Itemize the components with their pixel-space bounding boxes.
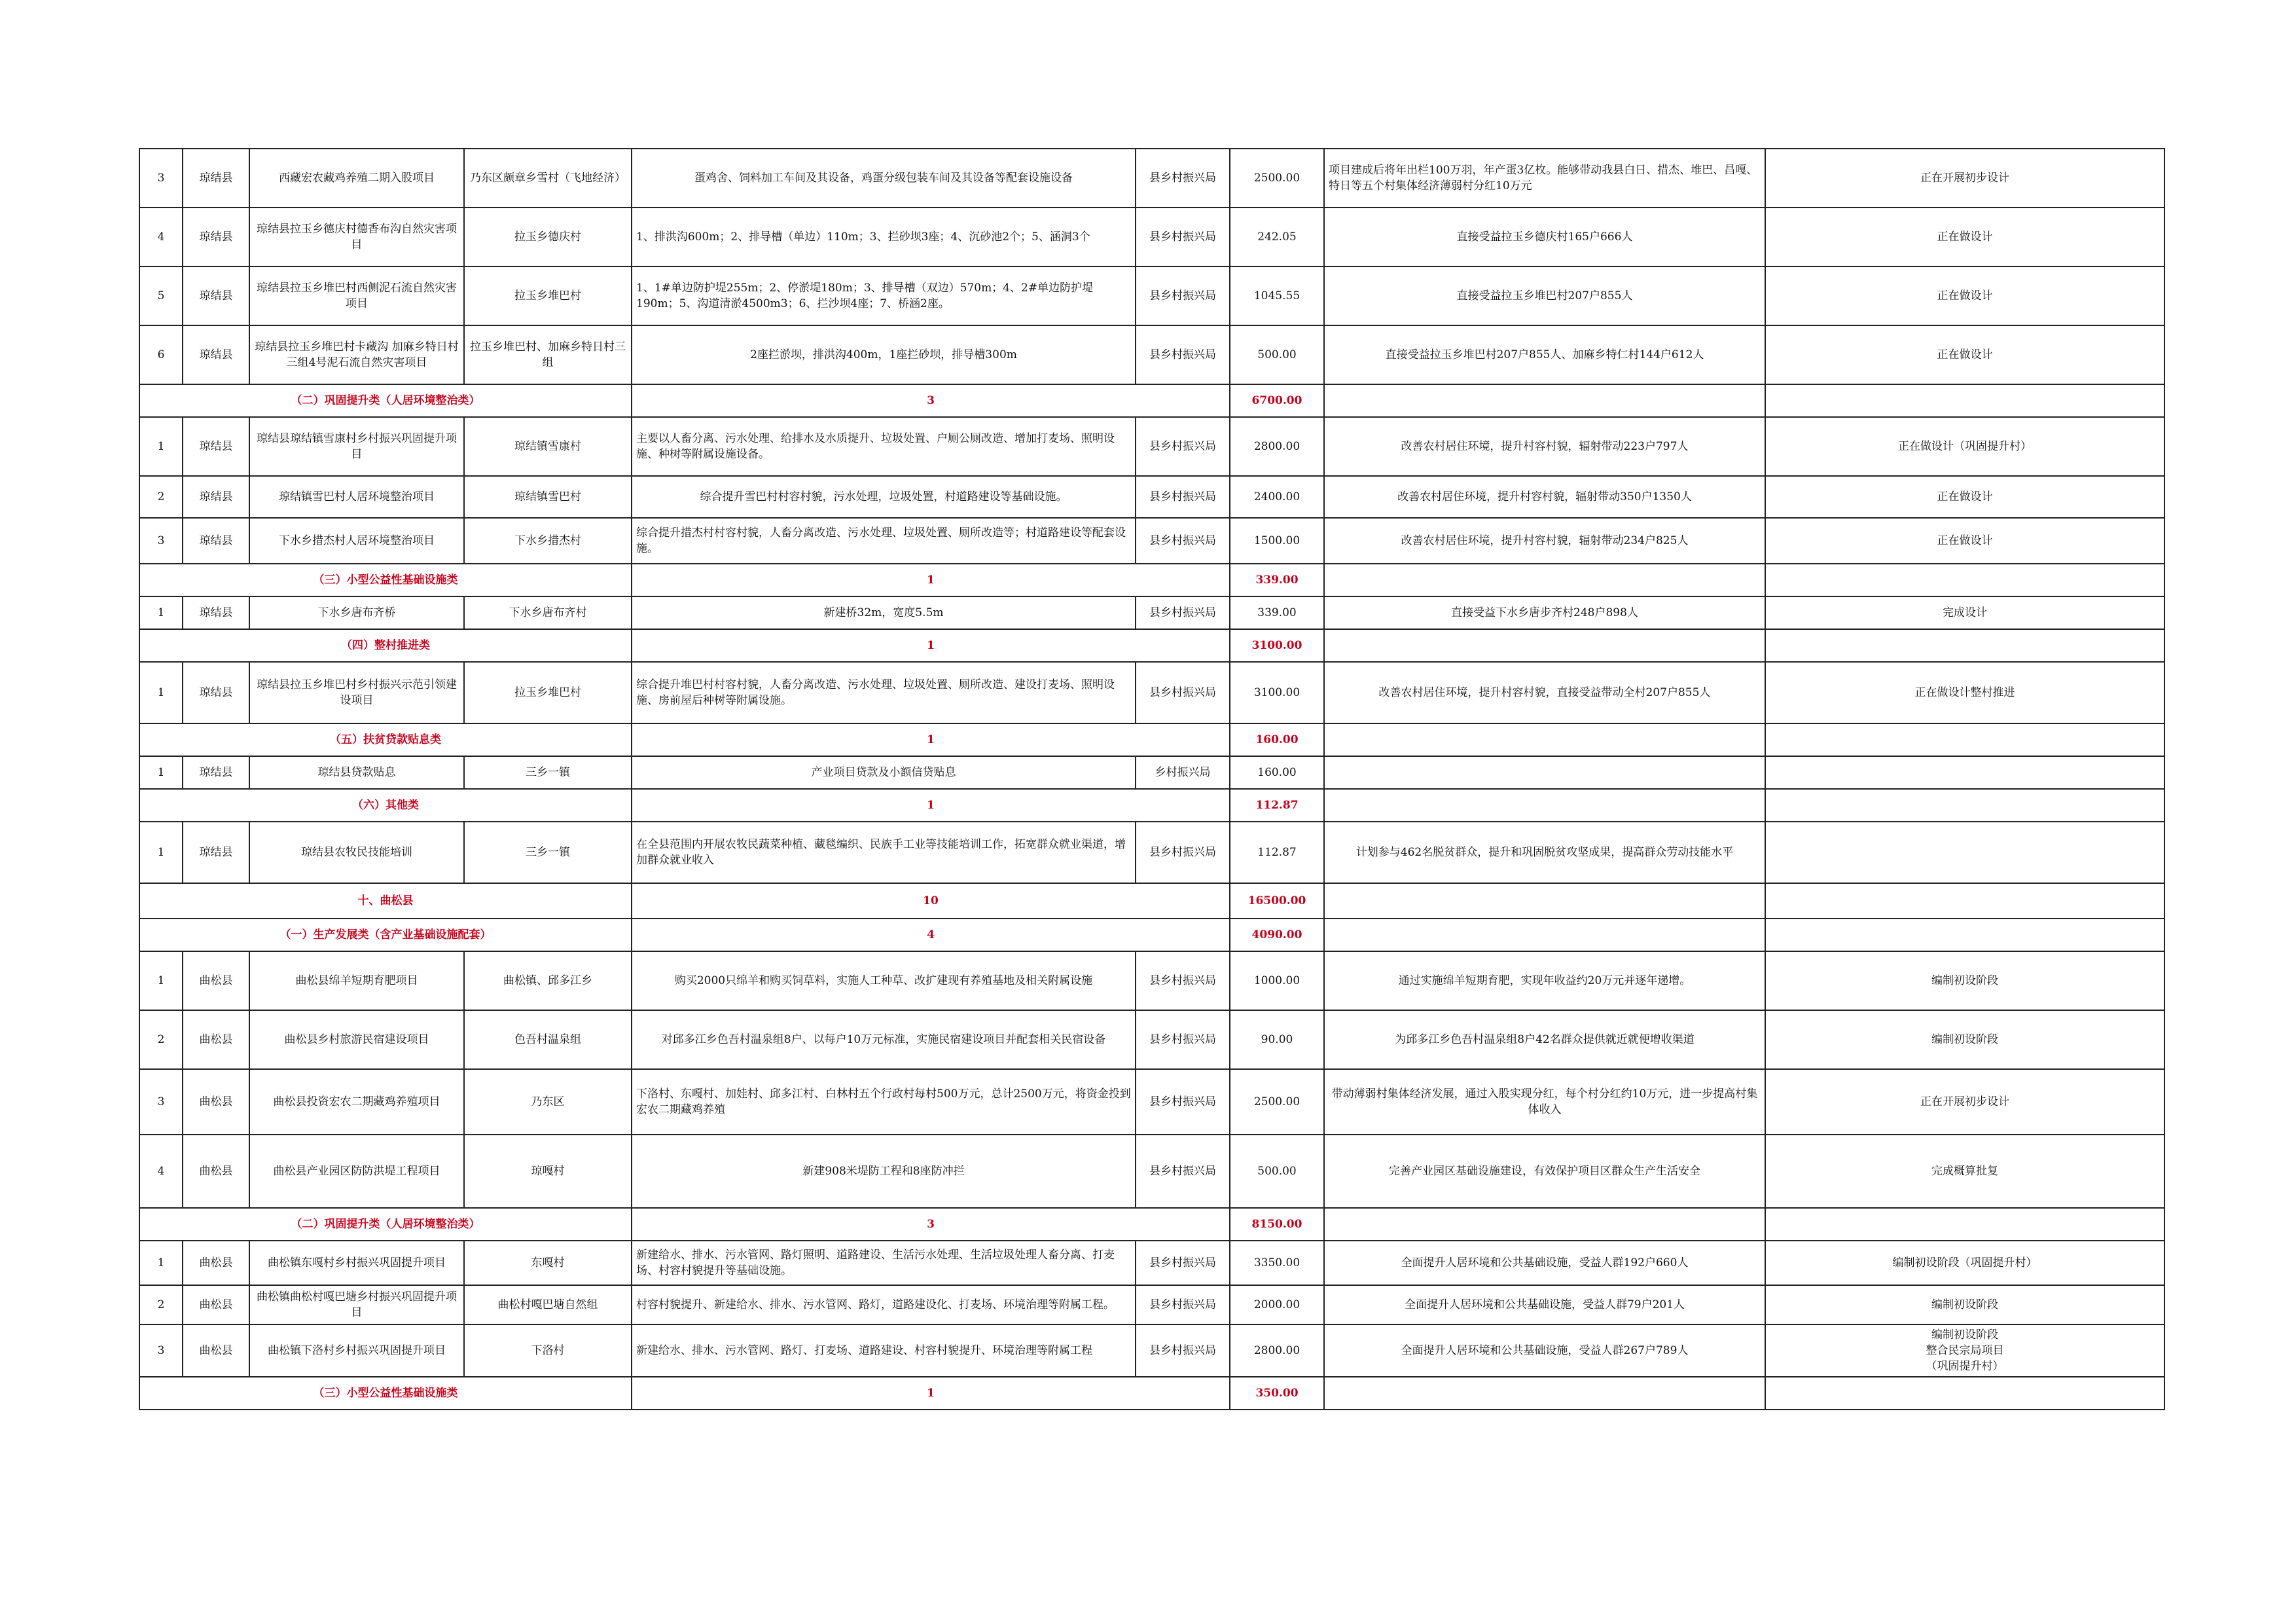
- section-benefit-cell: [1324, 629, 1765, 662]
- section-status-cell: [1765, 789, 2164, 822]
- section-count-cell: 10: [632, 883, 1230, 919]
- status-cell: 正在做设计整村推进: [1765, 662, 2164, 723]
- section-row: [139, 883, 2164, 919]
- department-cell: 县乡村振兴局: [1136, 1069, 1230, 1135]
- project-name-cell: 琼结县拉玉乡德庆村德香布沟自然灾害项目: [249, 208, 464, 266]
- location-cell: 三乡一镇: [464, 822, 632, 883]
- benefit-cell: 改善农村居住环境，提升村容村貌，辐射带动223户797人: [1324, 417, 1765, 476]
- row-number-cell: 1: [139, 756, 183, 789]
- county-cell: 琼结县: [183, 662, 249, 723]
- benefit-cell: 全面提升人居环境和公共基础设施，受益人群267户789人: [1324, 1324, 1765, 1377]
- section-amount-cell: 8150.00: [1230, 1208, 1324, 1241]
- row-number-cell: 5: [139, 266, 183, 325]
- status-cell: 正在做设计: [1765, 325, 2164, 384]
- row-number-cell: 2: [139, 1010, 183, 1069]
- county-cell: 琼结县: [183, 325, 249, 384]
- amount-cell: 2400.00: [1230, 476, 1324, 518]
- project-name-cell: 琼结县拉玉乡堆巴村卡藏沟 加麻乡特日村三组4号泥石流自然灾害项目: [249, 325, 464, 384]
- project-name-cell: 曲松镇曲松村嘎巴塘乡村振兴巩固提升项目: [249, 1285, 464, 1324]
- section-status-cell: [1765, 564, 2164, 596]
- table-row: [139, 518, 2164, 564]
- amount-cell: 339.00: [1230, 596, 1324, 629]
- benefit-cell: 全面提升人居环境和公共基础设施，受益人群79户201人: [1324, 1285, 1765, 1324]
- table-row: [139, 266, 2164, 325]
- section-count-cell: 1: [632, 789, 1230, 822]
- construction-content-cell: 综合提升措杰村村容村貌，人畜分离改造、污水处理、垃圾处置、厕所改造等；村道路建设等配套设施。: [632, 518, 1136, 564]
- project-name-cell: 琼结县拉玉乡堆巴村乡村振兴示范引领建设项目: [249, 662, 464, 723]
- row-number-cell: 3: [139, 149, 183, 208]
- construction-content-cell: 综合提升雪巴村村容村貌，污水处理，垃圾处置，村道路建设等基础设施。: [632, 476, 1136, 518]
- section-amount-cell: 160.00: [1230, 723, 1324, 756]
- amount-cell: 2500.00: [1230, 149, 1324, 208]
- amount-cell: 160.00: [1230, 756, 1324, 789]
- project-name-cell: 西藏宏农藏鸡养殖二期入股项目: [249, 149, 464, 208]
- location-cell: 乃东区: [464, 1069, 632, 1135]
- section-title-cell: （二）巩固提升类（人居环境整治类）: [139, 384, 632, 417]
- construction-content-cell: 对邱多江乡色吾村温泉组8户、以每户10万元标准，实施民宿建设项目并配套相关民宿设备: [632, 1010, 1136, 1069]
- section-title-cell: 十、曲松县: [139, 883, 632, 919]
- row-number-cell: 3: [139, 518, 183, 564]
- status-cell: 编制初设阶段: [1765, 1010, 2164, 1069]
- status-cell: 正在做设计: [1765, 266, 2164, 325]
- status-cell: 正在做设计（巩固提升村）: [1765, 417, 2164, 476]
- section-benefit-cell: [1324, 1377, 1765, 1410]
- status-cell: 正在开展初步设计: [1765, 1069, 2164, 1135]
- department-cell: 县乡村振兴局: [1136, 1135, 1230, 1208]
- section-status-cell: [1765, 1208, 2164, 1241]
- county-cell: 曲松县: [183, 1069, 249, 1135]
- county-cell: 琼结县: [183, 822, 249, 883]
- construction-content-cell: 新建桥32m，宽度5.5m: [632, 596, 1136, 629]
- status-cell: 完成概算批复: [1765, 1135, 2164, 1208]
- department-cell: 县乡村振兴局: [1136, 325, 1230, 384]
- project-name-cell: 琼结县农牧民技能培训: [249, 822, 464, 883]
- section-status-cell: [1765, 723, 2164, 756]
- project-name-cell: 曲松县乡村旅游民宿建设项目: [249, 1010, 464, 1069]
- amount-cell: 112.87: [1230, 822, 1324, 883]
- department-cell: 县乡村振兴局: [1136, 662, 1230, 723]
- section-count-cell: 1: [632, 629, 1230, 662]
- project-name-cell: 曲松县绵羊短期育肥项目: [249, 951, 464, 1010]
- row-number-cell: 1: [139, 596, 183, 629]
- construction-content-cell: 在全县范围内开展农牧民蔬菜种植、藏毯编织、民族手工业等技能培训工作，拓宽群众就业渠道，增加群众就业收入: [632, 822, 1136, 883]
- row-number-cell: 2: [139, 476, 183, 518]
- row-number-cell: 4: [139, 208, 183, 266]
- section-amount-cell: 339.00: [1230, 564, 1324, 596]
- section-count-cell: 1: [632, 1377, 1230, 1410]
- county-cell: 曲松县: [183, 1010, 249, 1069]
- construction-content-cell: 1、排洪沟600m；2、排导槽（单边）110m；3、拦砂坝3座；4、沉砂池2个；5、涵洞3个: [632, 208, 1136, 266]
- section-row: [139, 723, 2164, 756]
- county-cell: 琼结县: [183, 266, 249, 325]
- row-number-cell: 1: [139, 951, 183, 1010]
- county-cell: 琼结县: [183, 476, 249, 518]
- section-title-cell: （二）巩固提升类（人居环境整治类）: [139, 1208, 632, 1241]
- construction-content-cell: 蛋鸡舍、饲料加工车间及其设备，鸡蛋分级包装车间及其设备等配套设施设备: [632, 149, 1136, 208]
- department-cell: 县乡村振兴局: [1136, 1010, 1230, 1069]
- county-cell: 曲松县: [183, 1135, 249, 1208]
- section-count-cell: 3: [632, 384, 1230, 417]
- benefit-cell: 直接受益拉玉乡德庆村165户666人: [1324, 208, 1765, 266]
- amount-cell: 2800.00: [1230, 1324, 1324, 1377]
- section-amount-cell: 350.00: [1230, 1377, 1324, 1410]
- row-number-cell: 1: [139, 822, 183, 883]
- section-amount-cell: 4090.00: [1230, 919, 1324, 951]
- department-cell: 县乡村振兴局: [1136, 951, 1230, 1010]
- benefit-cell: 项目建成后将年出栏100万羽，年产蛋3亿枚。能够带动我县白日、措杰、堆巴、昌嘎、特日等五个村集体经济薄弱村分红10万元: [1324, 149, 1765, 208]
- benefit-cell: 计划参与462名脱贫群众，提升和巩固脱贫攻坚成果，提高群众劳动技能水平: [1324, 822, 1765, 883]
- table-row: [139, 951, 2164, 1010]
- department-cell: 县乡村振兴局: [1136, 518, 1230, 564]
- amount-cell: 3350.00: [1230, 1241, 1324, 1285]
- benefit-cell: 通过实施绵羊短期育肥，实现年收益约20万元并逐年递增。: [1324, 951, 1765, 1010]
- section-row: [139, 919, 2164, 951]
- row-number-cell: 3: [139, 1324, 183, 1377]
- amount-cell: 1000.00: [1230, 951, 1324, 1010]
- row-number-cell: 6: [139, 325, 183, 384]
- construction-content-cell: 下洛村、东嘎村、加娃村、邱多江村、白林村五个行政村每村500万元，总计2500万元，将资金投到宏农二期藏鸡养殖: [632, 1069, 1136, 1135]
- section-benefit-cell: [1324, 789, 1765, 822]
- status-cell: 正在做设计: [1765, 476, 2164, 518]
- benefit-cell: 改善农村居住环境，提升村容村貌，辐射带动350户1350人: [1324, 476, 1765, 518]
- status-cell: 正在做设计: [1765, 518, 2164, 564]
- table-row: [139, 596, 2164, 629]
- benefit-cell: 直接受益拉玉乡堆巴村207户855人: [1324, 266, 1765, 325]
- section-title-cell: （一）生产发展类（含产业基础设施配套）: [139, 919, 632, 951]
- table-row: [139, 756, 2164, 789]
- row-number-cell: 1: [139, 417, 183, 476]
- section-row: [139, 1208, 2164, 1241]
- amount-cell: 90.00: [1230, 1010, 1324, 1069]
- construction-content-cell: 新建908米堤防工程和8座防冲拦: [632, 1135, 1136, 1208]
- location-cell: 曲松镇、邱多江乡: [464, 951, 632, 1010]
- county-cell: 琼结县: [183, 417, 249, 476]
- section-title-cell: （五）扶贫贷款贴息类: [139, 723, 632, 756]
- amount-cell: 3100.00: [1230, 662, 1324, 723]
- location-cell: 拉玉乡堆巴村: [464, 662, 632, 723]
- location-cell: 乃东区颇章乡雪村（飞地经济）: [464, 149, 632, 208]
- county-cell: 曲松县: [183, 951, 249, 1010]
- department-cell: 县乡村振兴局: [1136, 266, 1230, 325]
- section-amount-cell: 16500.00: [1230, 883, 1324, 919]
- construction-content-cell: 产业项目贷款及小额信贷贴息: [632, 756, 1136, 789]
- amount-cell: 2500.00: [1230, 1069, 1324, 1135]
- section-row: [139, 629, 2164, 662]
- benefit-cell: 带动薄弱村集体经济发展，通过入股实现分红，每个村分红约10万元，进一步提高村集体收入: [1324, 1069, 1765, 1135]
- county-cell: 琼结县: [183, 518, 249, 564]
- status-cell: 正在开展初步设计: [1765, 149, 2164, 208]
- project-name-cell: 琼结县琼结镇雪康村乡村振兴巩固提升项目: [249, 417, 464, 476]
- benefit-cell: 改善农村居住环境，提升村容村貌，辐射带动234户825人: [1324, 518, 1765, 564]
- location-cell: 曲松村嘎巴塘自然组: [464, 1285, 632, 1324]
- construction-content-cell: 新建给水、排水、污水管网、路灯照明、道路建设、生活污水处理、生活垃圾处理人畜分离、打麦场、村容村貌提升等基础设施。: [632, 1241, 1136, 1285]
- county-cell: 曲松县: [183, 1324, 249, 1377]
- row-number-cell: 3: [139, 1069, 183, 1135]
- county-cell: 琼结县: [183, 149, 249, 208]
- section-status-cell: [1765, 629, 2164, 662]
- section-title-cell: （三）小型公益性基础设施类: [139, 564, 632, 596]
- benefit-cell: [1324, 756, 1765, 789]
- department-cell: 乡村振兴局: [1136, 756, 1230, 789]
- location-cell: 拉玉乡堆巴村、加麻乡特日村三组: [464, 325, 632, 384]
- section-count-cell: 1: [632, 723, 1230, 756]
- status-cell: [1765, 822, 2164, 883]
- construction-content-cell: 购买2000只绵羊和购买饲草料，实施人工种草、改扩建现有养殖基地及相关附属设施: [632, 951, 1136, 1010]
- project-table-sheet: [139, 148, 2164, 1410]
- section-count-cell: 4: [632, 919, 1230, 951]
- location-cell: 琼结镇雪康村: [464, 417, 632, 476]
- location-cell: 下水乡唐布齐村: [464, 596, 632, 629]
- project-name-cell: 琼结县贷款贴息: [249, 756, 464, 789]
- table-row: [139, 417, 2164, 476]
- county-cell: 曲松县: [183, 1285, 249, 1324]
- benefit-cell: 改善农村居住环境，提升村容村貌，直接受益带动全村207户855人: [1324, 662, 1765, 723]
- project-name-cell: 琼结镇雪巴村人居环境整治项目: [249, 476, 464, 518]
- benefit-cell: 直接受益拉玉乡堆巴村207户855人、加麻乡特仁村144户612人: [1324, 325, 1765, 384]
- project-name-cell: 曲松县产业园区防防洪堤工程项目: [249, 1135, 464, 1208]
- amount-cell: 500.00: [1230, 1135, 1324, 1208]
- row-number-cell: 4: [139, 1135, 183, 1208]
- amount-cell: 242.05: [1230, 208, 1324, 266]
- section-amount-cell: 112.87: [1230, 789, 1324, 822]
- amount-cell: 1045.55: [1230, 266, 1324, 325]
- section-row: [139, 564, 2164, 596]
- location-cell: 琼嘎村: [464, 1135, 632, 1208]
- table-row: [139, 1324, 2164, 1377]
- status-cell: 完成设计: [1765, 596, 2164, 629]
- department-cell: 县乡村振兴局: [1136, 476, 1230, 518]
- amount-cell: 500.00: [1230, 325, 1324, 384]
- benefit-cell: 直接受益下水乡唐步齐村248户898人: [1324, 596, 1765, 629]
- county-cell: 琼结县: [183, 596, 249, 629]
- table-row: [139, 325, 2164, 384]
- benefit-cell: 完善产业园区基础设施建设，有效保护项目区群众生产生活安全: [1324, 1135, 1765, 1208]
- department-cell: 县乡村振兴局: [1136, 596, 1230, 629]
- status-cell: 编制初设阶段 整合民宗局项目 （巩固提升村）: [1765, 1324, 2164, 1377]
- section-benefit-cell: [1324, 723, 1765, 756]
- location-cell: 三乡一镇: [464, 756, 632, 789]
- amount-cell: 2800.00: [1230, 417, 1324, 476]
- project-name-cell: 曲松镇下洛村乡村振兴巩固提升项目: [249, 1324, 464, 1377]
- section-count-cell: 1: [632, 564, 1230, 596]
- project-name-cell: 曲松镇东嘎村乡村振兴巩固提升项目: [249, 1241, 464, 1285]
- construction-content-cell: 主要以人畜分离、污水处理、给排水及水质提升、垃圾处置、户厕公厕改造、增加打麦场、照明设施、种树等附属设施设备。: [632, 417, 1136, 476]
- county-cell: 曲松县: [183, 1241, 249, 1285]
- section-row: [139, 384, 2164, 417]
- location-cell: 拉玉乡堆巴村: [464, 266, 632, 325]
- department-cell: 县乡村振兴局: [1136, 208, 1230, 266]
- section-status-cell: [1765, 1377, 2164, 1410]
- table-row: [139, 662, 2164, 723]
- department-cell: 县乡村振兴局: [1136, 149, 1230, 208]
- county-cell: 琼结县: [183, 208, 249, 266]
- construction-content-cell: 1、1#单边防护堤255m；2、停淤堤180m；3、排导槽（双边）570m；4、2#单边防护堤190m；5、沟道清淤4500m3；6、拦沙坝4座；7、桥涵2座。: [632, 266, 1136, 325]
- status-cell: [1765, 756, 2164, 789]
- department-cell: 县乡村振兴局: [1136, 1241, 1230, 1285]
- section-count-cell: 3: [632, 1208, 1230, 1241]
- project-name-cell: 琼结县拉玉乡堆巴村西侧泥石流自然灾害项目: [249, 266, 464, 325]
- benefit-cell: 全面提升人居环境和公共基础设施，受益人群192户660人: [1324, 1241, 1765, 1285]
- table-row: [139, 476, 2164, 518]
- department-cell: 县乡村振兴局: [1136, 1324, 1230, 1377]
- construction-content-cell: 新建给水、排水、污水管网、路灯、打麦场、道路建设、村容村貌提升、环境治理等附属工程: [632, 1324, 1136, 1377]
- table-row: [139, 822, 2164, 883]
- section-status-cell: [1765, 883, 2164, 919]
- section-status-cell: [1765, 384, 2164, 417]
- section-benefit-cell: [1324, 564, 1765, 596]
- section-amount-cell: 6700.00: [1230, 384, 1324, 417]
- project-name-cell: 曲松县投资宏农二期藏鸡养殖项目: [249, 1069, 464, 1135]
- project-name-cell: 下水乡唐布齐桥: [249, 596, 464, 629]
- status-cell: 编制初设阶段: [1765, 951, 2164, 1010]
- table-row: [139, 1135, 2164, 1208]
- table-row: [139, 149, 2164, 208]
- construction-content-cell: 2座拦淤坝，排洪沟400m，1座拦砂坝，排导槽300m: [632, 325, 1136, 384]
- table-row: [139, 1241, 2164, 1285]
- project-table: [139, 148, 2165, 1410]
- table-row: [139, 1010, 2164, 1069]
- location-cell: 色吾村温泉组: [464, 1010, 632, 1069]
- section-status-cell: [1765, 919, 2164, 951]
- department-cell: 县乡村振兴局: [1136, 417, 1230, 476]
- amount-cell: 2000.00: [1230, 1285, 1324, 1324]
- location-cell: 下洛村: [464, 1324, 632, 1377]
- section-benefit-cell: [1324, 919, 1765, 951]
- row-number-cell: 1: [139, 662, 183, 723]
- status-cell: 编制初设阶段: [1765, 1285, 2164, 1324]
- status-cell: 正在做设计: [1765, 208, 2164, 266]
- location-cell: 东嘎村: [464, 1241, 632, 1285]
- row-number-cell: 1: [139, 1241, 183, 1285]
- location-cell: 琼结镇雪巴村: [464, 476, 632, 518]
- section-row: [139, 1377, 2164, 1410]
- project-name-cell: 下水乡措杰村人居环境整治项目: [249, 518, 464, 564]
- construction-content-cell: 村容村貌提升、新建给水、排水、污水管网、路灯，道路建设化、打麦场、环境治理等附属工程。: [632, 1285, 1136, 1324]
- section-title-cell: （三）小型公益性基础设施类: [139, 1377, 632, 1410]
- department-cell: 县乡村振兴局: [1136, 822, 1230, 883]
- table-row: [139, 1069, 2164, 1135]
- department-cell: 县乡村振兴局: [1136, 1285, 1230, 1324]
- section-amount-cell: 3100.00: [1230, 629, 1324, 662]
- table-row: [139, 1285, 2164, 1324]
- amount-cell: 1500.00: [1230, 518, 1324, 564]
- benefit-cell: 为邱多江乡色吾村温泉组8户42名群众提供就近就便增收渠道: [1324, 1010, 1765, 1069]
- row-number-cell: 2: [139, 1285, 183, 1324]
- section-benefit-cell: [1324, 1208, 1765, 1241]
- status-cell: 编制初设阶段（巩固提升村）: [1765, 1241, 2164, 1285]
- construction-content-cell: 综合提升堆巴村村容村貌，人畜分离改造、污水处理、垃圾处置、厕所改造、建设打麦场、照明设施、房前屋后种树等附属设施。: [632, 662, 1136, 723]
- section-benefit-cell: [1324, 384, 1765, 417]
- location-cell: 拉玉乡德庆村: [464, 208, 632, 266]
- section-row: [139, 789, 2164, 822]
- location-cell: 下水乡措杰村: [464, 518, 632, 564]
- county-cell: 琼结县: [183, 756, 249, 789]
- section-benefit-cell: [1324, 883, 1765, 919]
- table-row: [139, 208, 2164, 266]
- section-title-cell: （六）其他类: [139, 789, 632, 822]
- section-title-cell: （四）整村推进类: [139, 629, 632, 662]
